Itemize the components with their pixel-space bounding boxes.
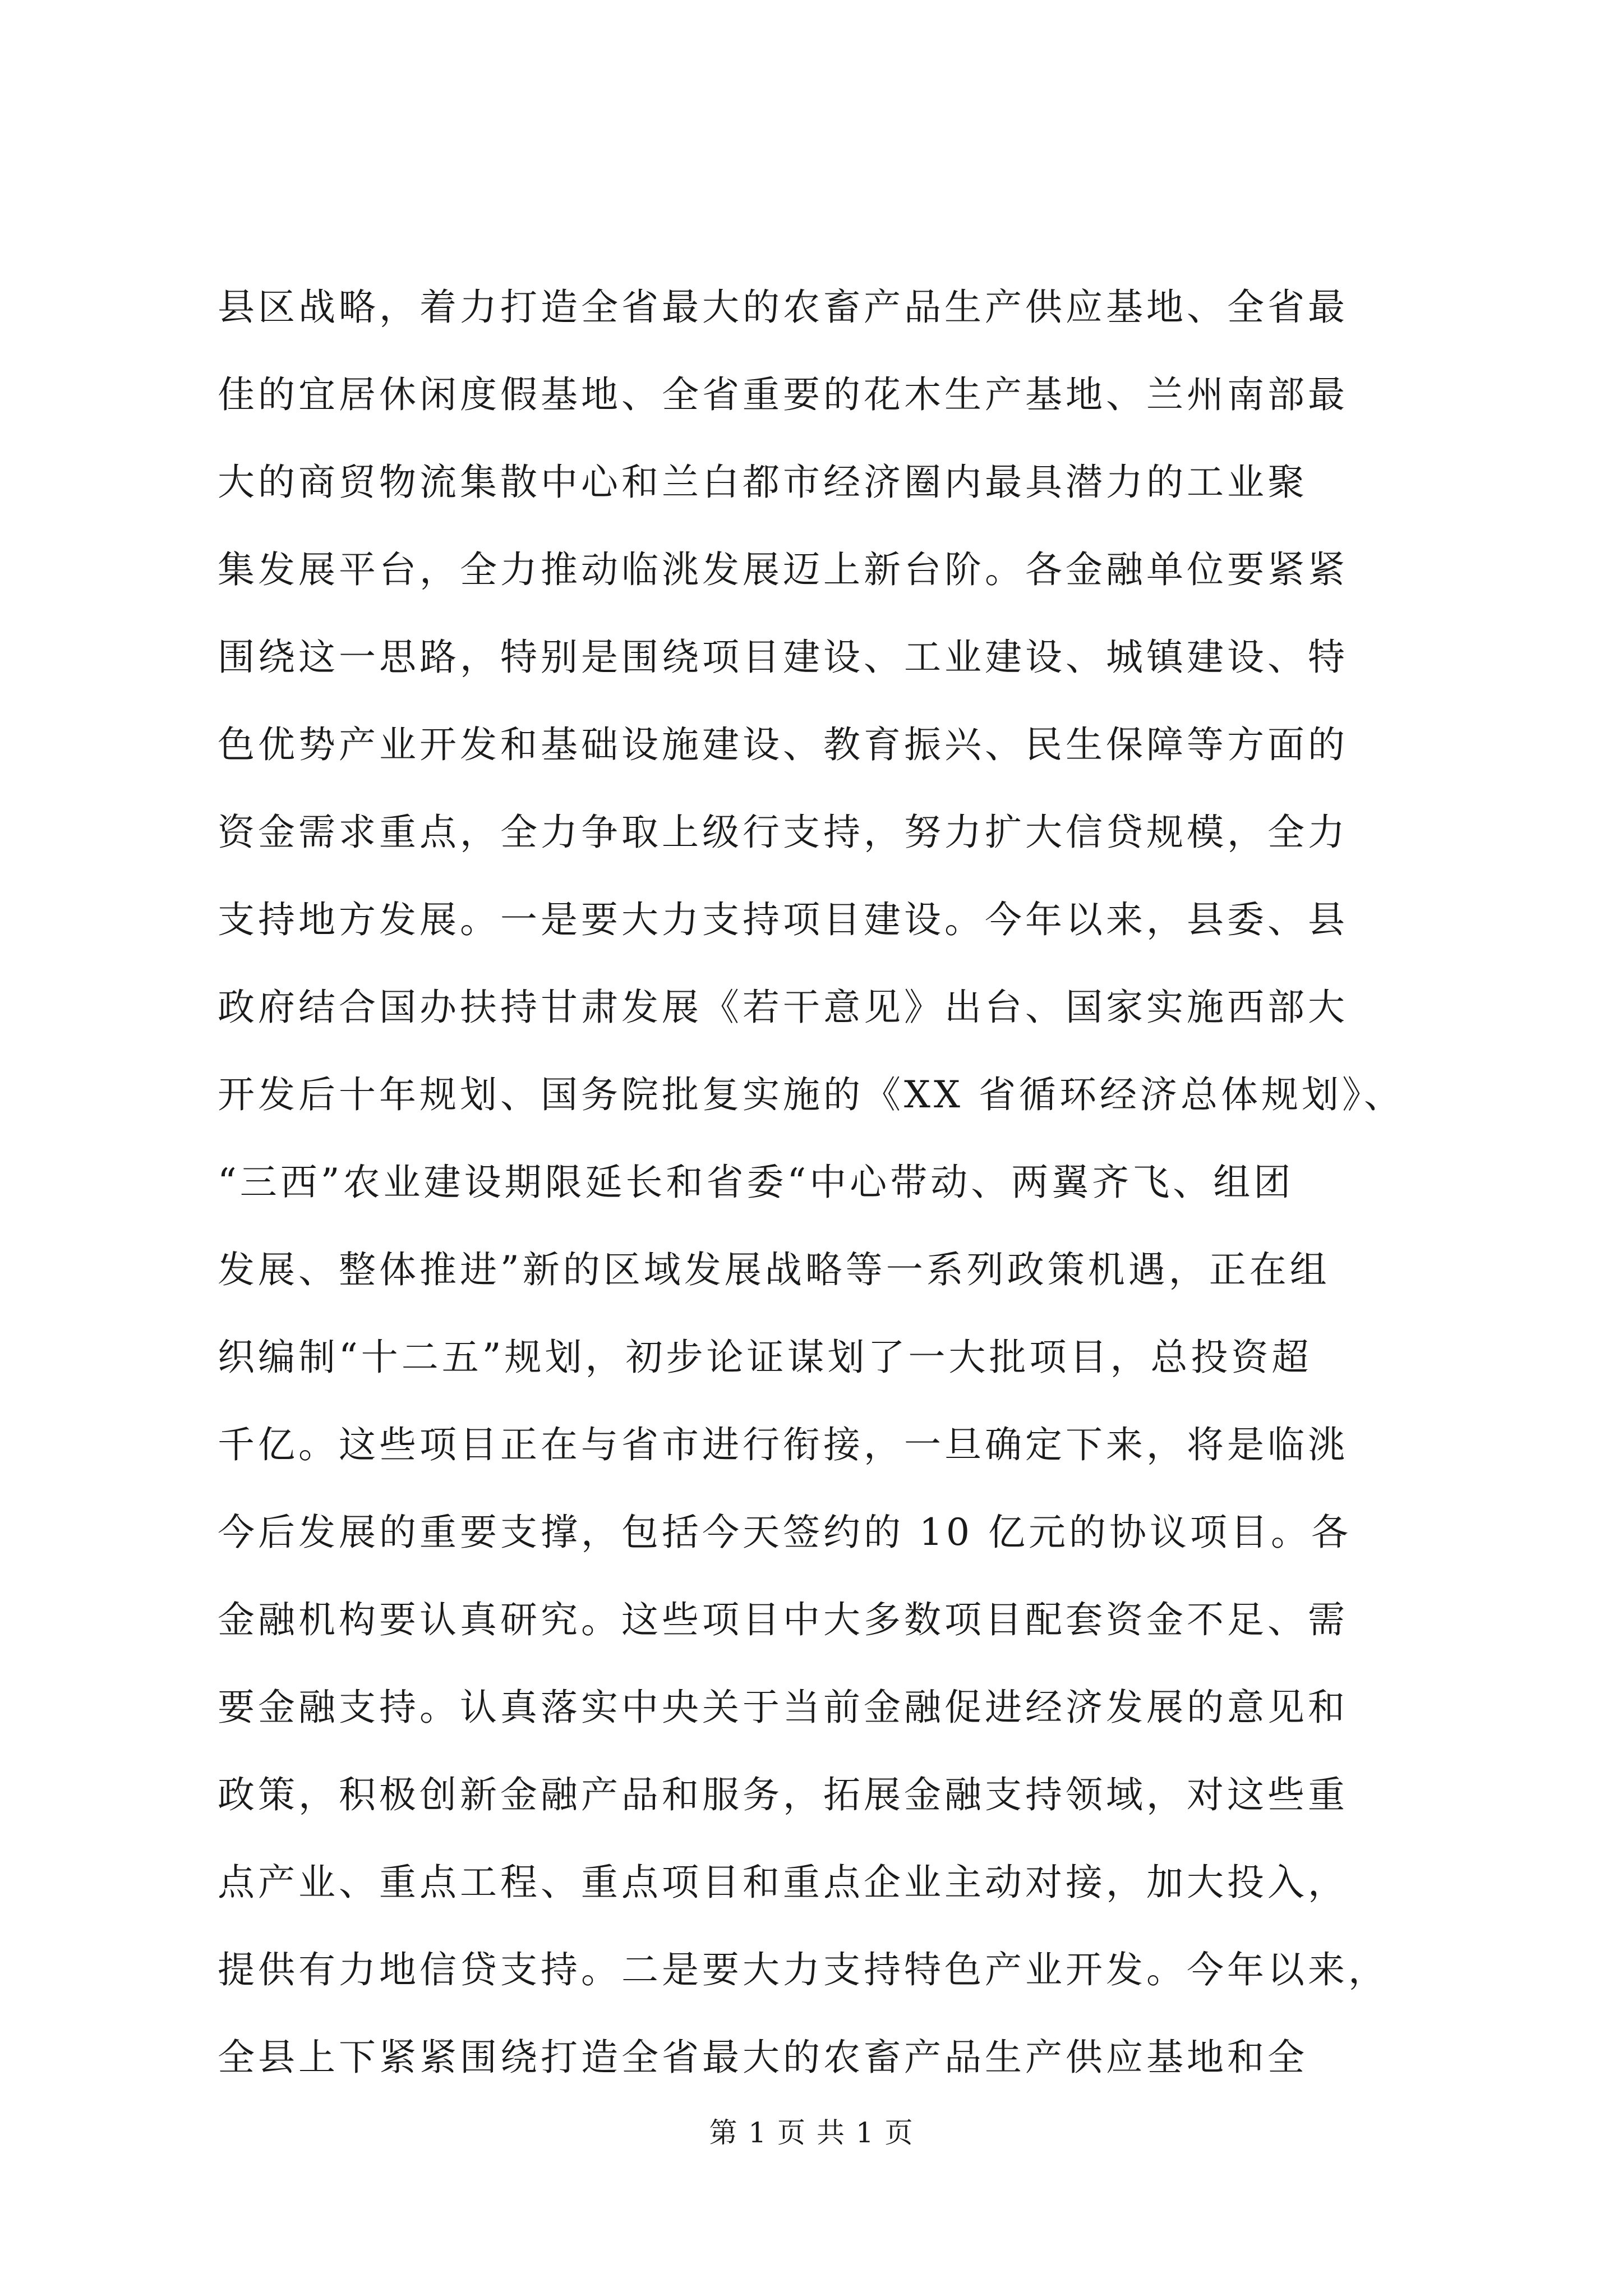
text-line: 提供有力地信贷支持。二是要大力支持特色产业开发。今年以来， (218, 1948, 1389, 1991)
text-line: 要金融支持。认真落实中央关于当前金融促进经济发展的意见和 (218, 1686, 1348, 1729)
body-text (218, 264, 1485, 2101)
text-line: 全县上下紧紧围绕打造全省最大的农畜产品生产供应基地和全 (218, 2036, 1308, 2079)
text-line: 织编制“十二五”规划，初步论证谋划了一大批项目，总投资超 (218, 1336, 1312, 1379)
text-line: “三西”农业建设期限延长和省委“中心带动、两翼齐飞、组团 (218, 1161, 1294, 1204)
page-number-footer: 第 1 页 共 1 页 (709, 2116, 914, 2149)
text-line: 集发展平台，全力推动临洮发展迈上新台阶。各金融单位要紧紧 (218, 548, 1348, 591)
text-line: 千亿。这些项目正在与省市进行衔接，一旦确定下来，将是临洮 (218, 1423, 1348, 1466)
text-line: 发展、整体推进”新的区域发展战略等一系列政策机遇，正在组 (218, 1248, 1330, 1291)
text-line: 点产业、重点工程、重点项目和重点企业主动对接，加大投入， (218, 1861, 1348, 1904)
text-line: 大的商贸物流集散中心和兰白都市经济圈内最具潜力的工业聚 (218, 461, 1308, 504)
text-line: 政府结合国办扶持甘肃发展《若干意见》出台、国家实施西部大 (218, 986, 1348, 1029)
text-line: 县区战略，着力打造全省最大的农畜产品生产供应基地、全省最 (218, 286, 1348, 329)
text-line: 政策，积极创新金融产品和服务，拓展金融支持领域，对这些重 (218, 1773, 1348, 1816)
text-line: 色优势产业开发和基础设施建设、教育振兴、民生保障等方面的 (218, 723, 1348, 766)
text-line: 佳的宜居休闲度假基地、全省重要的花木生产基地、兰州南部最 (218, 373, 1348, 416)
text-line: 开发后十年规划、国务院批复实施的《XX 省循环经济总体规划》、 (218, 1073, 1404, 1116)
text-line: 资金需求重点，全力争取上级行支持，努力扩大信贷规模，全力 (218, 811, 1348, 854)
text-line: 围绕这一思路，特别是围绕项目建设、工业建设、城镇建设、特 (218, 636, 1348, 679)
text-line: 支持地方发展。一是要大力支持项目建设。今年以来，县委、县 (218, 898, 1348, 941)
text-line: 金融机构要认真研究。这些项目中大多数项目配套资金不足、需 (218, 1598, 1348, 1641)
text-line: 今后发展的重要支撑，包括今天签约的 10 亿元的协议项目。各 (218, 1511, 1352, 1554)
